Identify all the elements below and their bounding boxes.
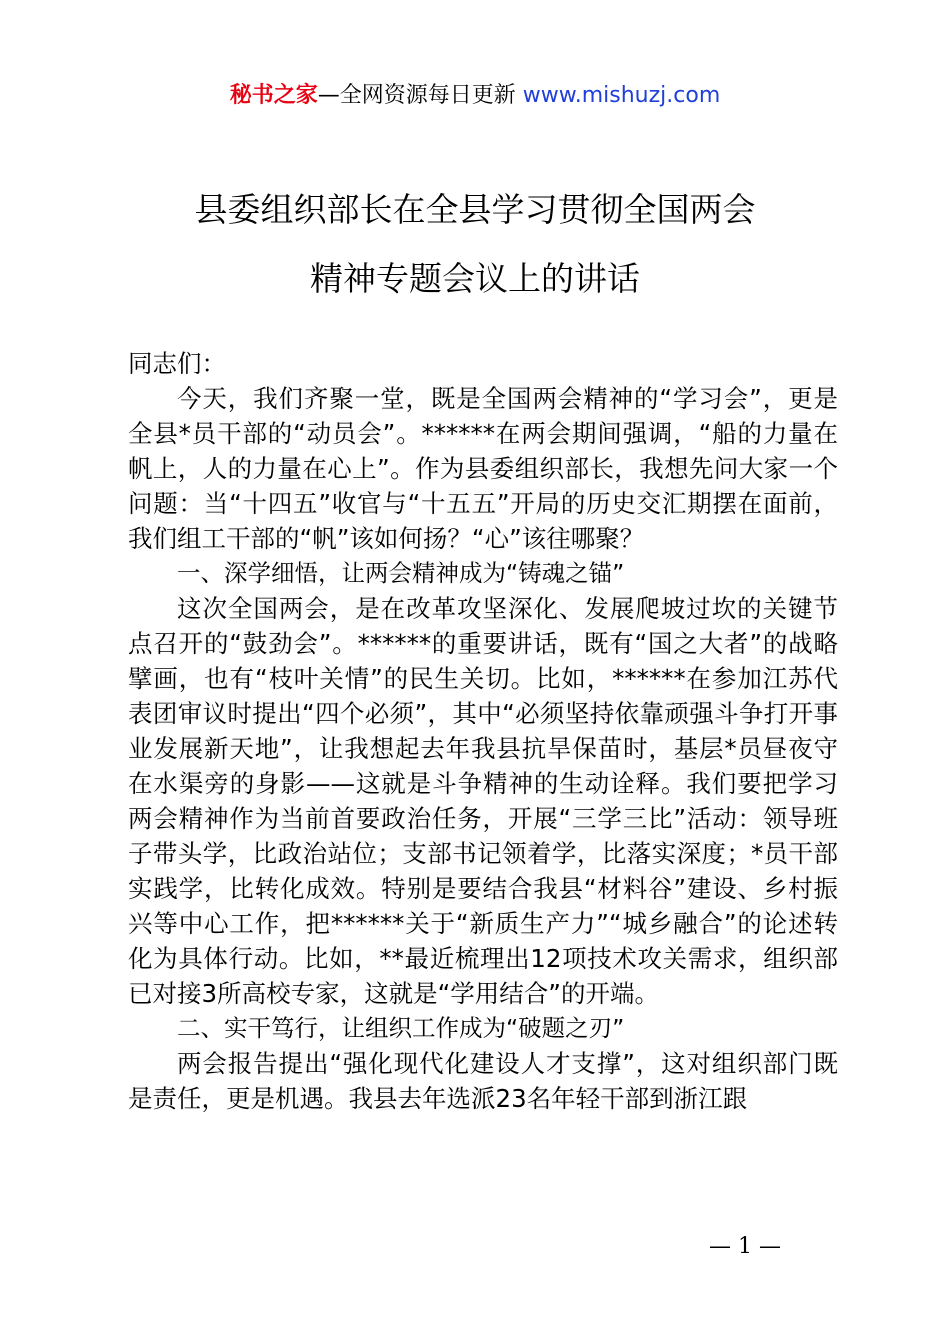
paragraph-section-2: 两会报告提出“强化现代化建设人才支撑”，这对组织部门既是责任，更是机遇。我县去年选派23名年轻干部到浙江跟 [128,1049,838,1113]
salutation: 同志们： [128,349,226,378]
page-number: — 1 — [709,1234,781,1259]
document-title-line-1: 县委组织部长在全县学习贯彻全国两会 [194,190,756,229]
document-body [128,346,838,1116]
site-brand: 秘书之家 [229,83,318,108]
site-tagline: —全网资源每日更新 [317,83,523,108]
section-heading-1: 一、深学细悟，让两会精神成为“铸魂之锚” [177,559,625,587]
paragraph-section-1: 这次全国两会，是在改革攻坚深化、发展爬坡过坎的关键节点召开的“鼓劲会”。******的重要讲话，既有“国之大者”的战略擘画，也有“枝叶关情”的民生关切。比如，******在参加江苏代表团审议时提出“四个必须”，其中“必须坚持依靠顽强斗争打开事业发展新天地”，让我想起去年我县抗旱保苗时，基层*员昼夜守在水渠旁的身影——这就是斗争精神的生动诠释。我们要把学习两会精神作为当前首要政治任务，开展“三学三比”活动：领导班子带头学，比政治站位；支部书记领着学，比落实深度；*员干部实践学，比转化成效。特别是要结合我县“材料谷”建设、乡村振兴等中心工作，把******关于“新质生产力”“城乡融合”的论述转化为具体行动。比如，**最近梳理出12项技术攻关需求，组织部已对接3所高校专家，这就是“学用结合”的开端。 [128,594,838,1008]
site-header [0,80,950,112]
site-url-link[interactable]: www.mishuzj.com [522,83,721,108]
section-heading-2: 二、实干笃行，让组织工作成为“破题之刃” [177,1014,625,1042]
paragraph-intro: 今天，我们齐聚一堂，既是全国两会精神的“学习会”，更是全县*员干部的“动员会”。******在两会期间强调，“船的力量在帆上，人的力量在心上”。作为县委组织部长，我想先问大家一个问题：当“十四五”收官与“十五五”开局的历史交汇期摆在面前，我们组工干部的“帆”该如何扬？“心”该往哪聚？ [128,384,838,553]
document-title-line-2: 精神专题会议上的讲话 [310,259,640,298]
